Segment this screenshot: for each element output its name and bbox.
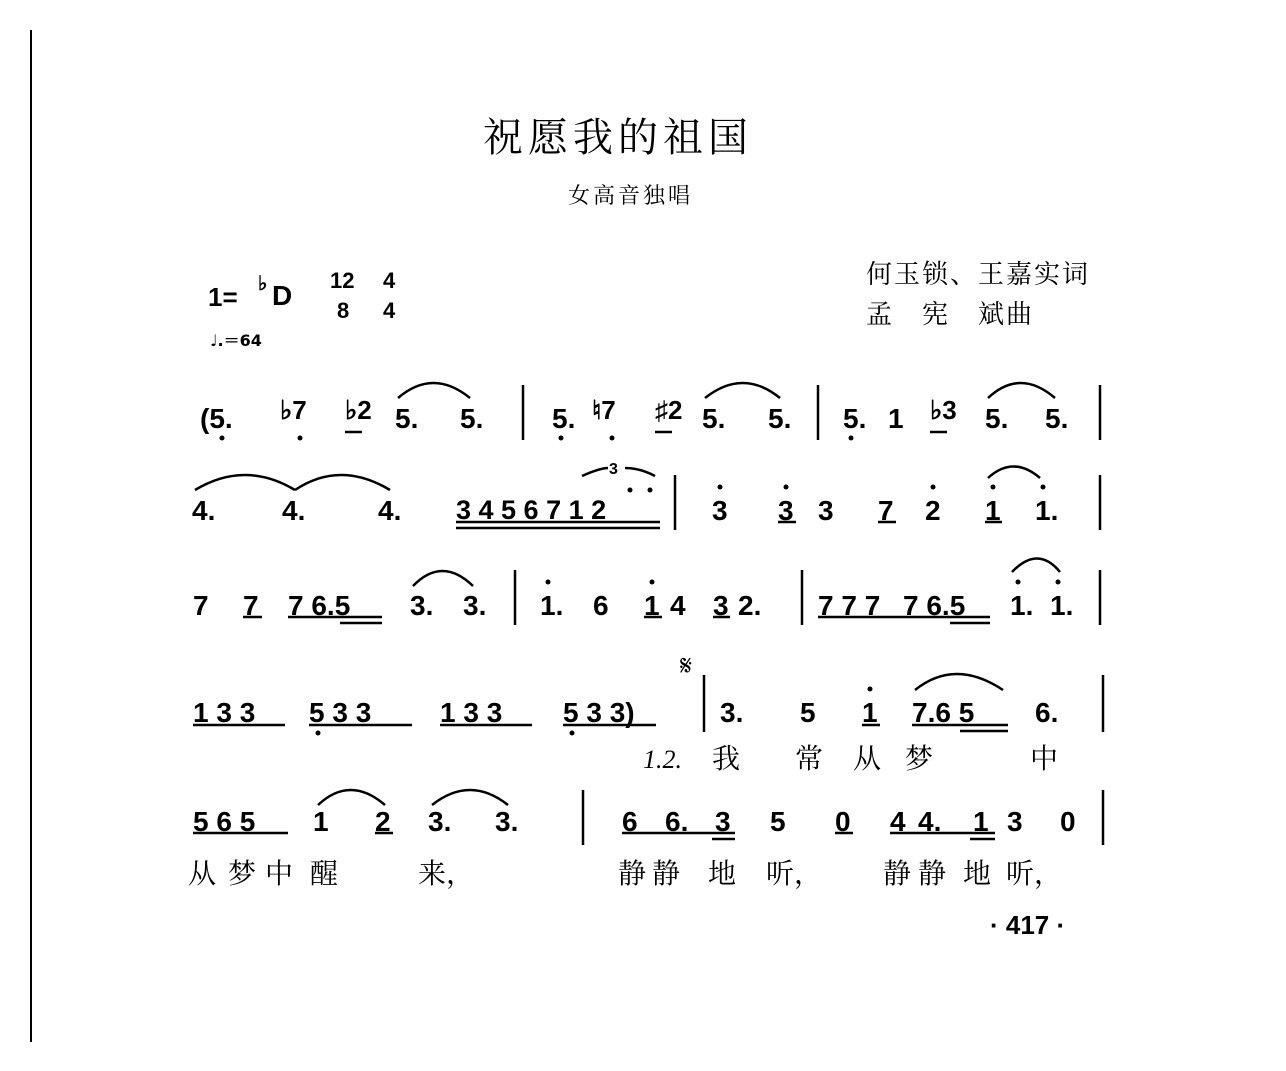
note: 3 (1007, 806, 1023, 837)
lyric: 来， (418, 857, 475, 890)
note: 1 (888, 403, 904, 434)
note: 1 3 3 (440, 697, 503, 728)
lyric: 梦 (905, 742, 934, 775)
octave-dot (546, 580, 551, 585)
octave-dot (931, 485, 936, 490)
lyric: 地 (708, 857, 737, 890)
lyric: 静 (618, 857, 647, 890)
meter2-top: 4 (383, 268, 396, 293)
tie (1012, 559, 1060, 573)
octave-dot (559, 436, 564, 441)
page-title: 祝愿我的祖国 (483, 115, 753, 161)
tie (915, 674, 1003, 690)
octave-dot (991, 485, 996, 490)
key-flat: ♭ (258, 273, 268, 295)
page-number: · 417 · (990, 910, 1066, 940)
note: 5. (702, 403, 726, 434)
note: 3. (495, 806, 519, 837)
note: 3. (720, 697, 744, 728)
meter2-bottom: 4 (383, 298, 396, 323)
meter1-top: 12 (330, 268, 355, 293)
tie (398, 383, 470, 398)
note: 6 (622, 806, 638, 837)
lyric: 醒 (310, 857, 339, 890)
note: 4 (890, 806, 906, 837)
octave-dot (1016, 580, 1021, 585)
note: 4. (192, 495, 216, 526)
note: 6 (593, 590, 609, 621)
note: (5. (200, 403, 233, 434)
key-prefix: 1= (208, 282, 238, 312)
note: 7 (193, 590, 209, 621)
lyric: 我 (712, 742, 741, 775)
note: 5. (985, 403, 1009, 434)
tempo-marking: ♩.＝64 (210, 331, 262, 350)
note: 7.6 5 (912, 697, 975, 728)
note: 4 (670, 590, 686, 621)
note: ♭3 (930, 395, 957, 425)
note: 5. (395, 403, 419, 434)
note: 4. (378, 495, 402, 526)
tie (705, 383, 780, 398)
tie (988, 467, 1040, 479)
note: 3. (463, 590, 487, 621)
octave-dot (570, 731, 575, 736)
note: 7 7 7 (818, 590, 881, 621)
note: 5. (843, 403, 867, 434)
octave-dot (868, 687, 873, 692)
octave-dot (784, 485, 789, 490)
octave-dot (610, 436, 615, 441)
note: ♭2 (345, 395, 372, 425)
lyric: 梦 (228, 857, 257, 890)
note: 1 (313, 806, 329, 837)
tie (195, 475, 295, 490)
note: 1. (1035, 495, 1059, 526)
note: 3. (410, 590, 434, 621)
octave-dot (298, 436, 303, 441)
octave-dot (628, 488, 633, 493)
note: 2 (925, 495, 941, 526)
note: 7 6.5 (903, 590, 966, 621)
note: 5 3 3) (563, 697, 635, 728)
note: ♮7 (592, 395, 616, 425)
key-letter: D (272, 280, 293, 311)
octave-dot (718, 485, 723, 490)
note: 1 (985, 495, 1001, 526)
lyric: 中 (265, 857, 294, 890)
note: 1 (973, 806, 989, 837)
note: 7 (243, 590, 259, 621)
note: 7 6.5 (288, 590, 351, 621)
segno-mark: 𝄋 (680, 650, 693, 681)
note: 4. (282, 495, 306, 526)
lyric: 从 (853, 742, 882, 775)
note: 3 (712, 495, 728, 526)
note: 3 4 5 6 7 1 2 (456, 495, 607, 525)
lyric: 静 (883, 857, 912, 890)
lyric: 从 (188, 857, 217, 890)
note: 1. (1010, 590, 1034, 621)
note: 5. (552, 403, 576, 434)
note: 6. (665, 806, 689, 837)
note: 6. (1035, 697, 1059, 728)
octave-dot (1041, 485, 1046, 490)
octave-dot (1056, 580, 1061, 585)
triplet-bracket (582, 468, 655, 476)
note: 3 (778, 495, 794, 526)
tie (432, 790, 508, 805)
lyric: 中 (1030, 742, 1059, 775)
note: 1 (644, 590, 660, 621)
note: 5 6 5 (193, 806, 256, 837)
note: 2. (738, 590, 762, 621)
note: 3. (428, 806, 452, 837)
note: 5 (800, 697, 816, 728)
composer-credit: 孟 宪 斌曲 (866, 300, 1035, 330)
tie (988, 383, 1055, 398)
lyric: 静 (652, 857, 681, 890)
note: 2 (375, 806, 391, 837)
note: 0 (1060, 806, 1076, 837)
note: ♯2 (655, 395, 683, 425)
tie (295, 475, 390, 490)
lyric: 静 (918, 857, 947, 890)
note: 7 (878, 495, 894, 526)
octave-dot (849, 436, 854, 441)
note: 0 (835, 806, 851, 837)
note: 5 (770, 806, 786, 837)
note: 5. (1045, 403, 1069, 434)
note: 5. (460, 403, 484, 434)
note: 1 3 3 (193, 697, 256, 728)
note: 3 (818, 495, 834, 526)
note: ♭7 (280, 395, 307, 425)
verse-number: 1.2. (643, 745, 682, 774)
note: 5. (768, 403, 792, 434)
note: 4. (918, 806, 942, 837)
lyric: 常 (795, 742, 824, 775)
note: 1. (1050, 590, 1074, 621)
tie (318, 790, 385, 805)
lyricist-credit: 何玉锁、王嘉实词 (866, 260, 1091, 290)
octave-dot (220, 436, 225, 441)
triplet-number: 3 (609, 461, 618, 478)
note: 3 (713, 590, 729, 621)
note: 1. (540, 590, 564, 621)
octave-dot (650, 580, 655, 585)
lyric: 听， (1006, 857, 1063, 890)
meter1-bottom: 8 (337, 298, 350, 323)
octave-dot (648, 488, 653, 493)
lyric: 听， (766, 857, 823, 890)
note: 1 (862, 697, 878, 728)
subtitle: 女高音独唱 (568, 184, 694, 209)
tie (413, 571, 473, 586)
lyric: 地 (963, 857, 992, 890)
note: 3 (715, 806, 731, 837)
octave-dot (316, 731, 321, 736)
note: 5 3 3 (309, 697, 372, 728)
